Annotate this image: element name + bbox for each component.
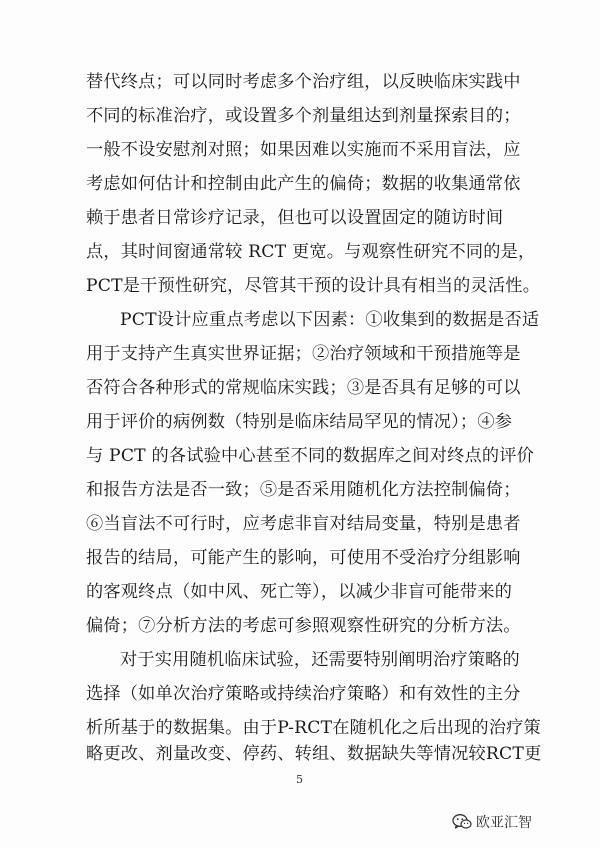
text-line: 否符合各种形式的常规临床实践；③是否具有足够的可以 xyxy=(86,378,521,398)
text-line: PCT是干预性研究，尽管其干预的设计具有相当的灵活性。 xyxy=(86,276,541,296)
text-line: ⑥当盲法不可行时，应考虑非盲对结局变量，特别是患者 xyxy=(86,514,521,534)
watermark-label: 欧亚汇智 xyxy=(476,815,532,831)
text-line: 的客观终点（如中风、死亡等），以减少非盲可能带来的 xyxy=(86,582,513,602)
text-line: 考虑如何估计和控制由此产生的偏倚；数据的收集通常依 xyxy=(86,174,521,194)
text-line: 不同的标准治疗，或设置多个剂量组达到剂量探索目的； xyxy=(86,106,521,126)
text-line: 与 PCT 的各试验中心甚至不同的数据库之间对终点的评价 xyxy=(86,446,535,466)
text-line: 用于支持产生真实世界证据；②治疗领域和干预措施等是 xyxy=(86,344,521,364)
text-line: 选择（如单次治疗策略或持续治疗策略）和有效性的主分 xyxy=(86,684,521,704)
text-line: 报告的结局，可能产生的影响，可使用不受治疗分组影响 xyxy=(86,548,521,568)
text-line: 替代终点；可以同时考虑多个治疗组，以反映临床实践中 xyxy=(86,72,521,92)
wechat-icon xyxy=(452,813,472,831)
text-line: 略更改、剂量改变、停药、转组、数据缺失等情况较RCT更 xyxy=(86,744,542,764)
text-line: 析所基于的数据集。由于P-RCT在随机化之后出现的治疗策 xyxy=(86,718,541,738)
text-line: PCT设计应重点考虑以下因素：①收集到的数据是否适 xyxy=(120,310,540,330)
text-line: 偏倚；⑦分析方法的考虑可参照观察性研究的分析方法。 xyxy=(86,616,521,636)
text-line: 一般不设安慰剂对照；如果因难以实施而不采用盲法，应 xyxy=(86,140,521,160)
text-line: 用于评价的病例数（特别是临床结局罕见的情况）；④参 xyxy=(86,412,513,432)
text-line: 对于实用随机临床试验，还需要特别阐明治疗策略的 xyxy=(120,650,520,670)
watermark xyxy=(452,812,532,832)
text-line: 和报告方法是否一致；⑤是否采用随机化方法控制偏倚； xyxy=(86,480,521,500)
text-line: 点，其时间窗通常较 RCT 更宽。与观察性研究不同的是， xyxy=(86,242,536,262)
page-number: 5 xyxy=(296,773,303,786)
text-line: 赖于患者日常诊疗记录，但也可以设置固定的随访时间 xyxy=(86,208,504,228)
